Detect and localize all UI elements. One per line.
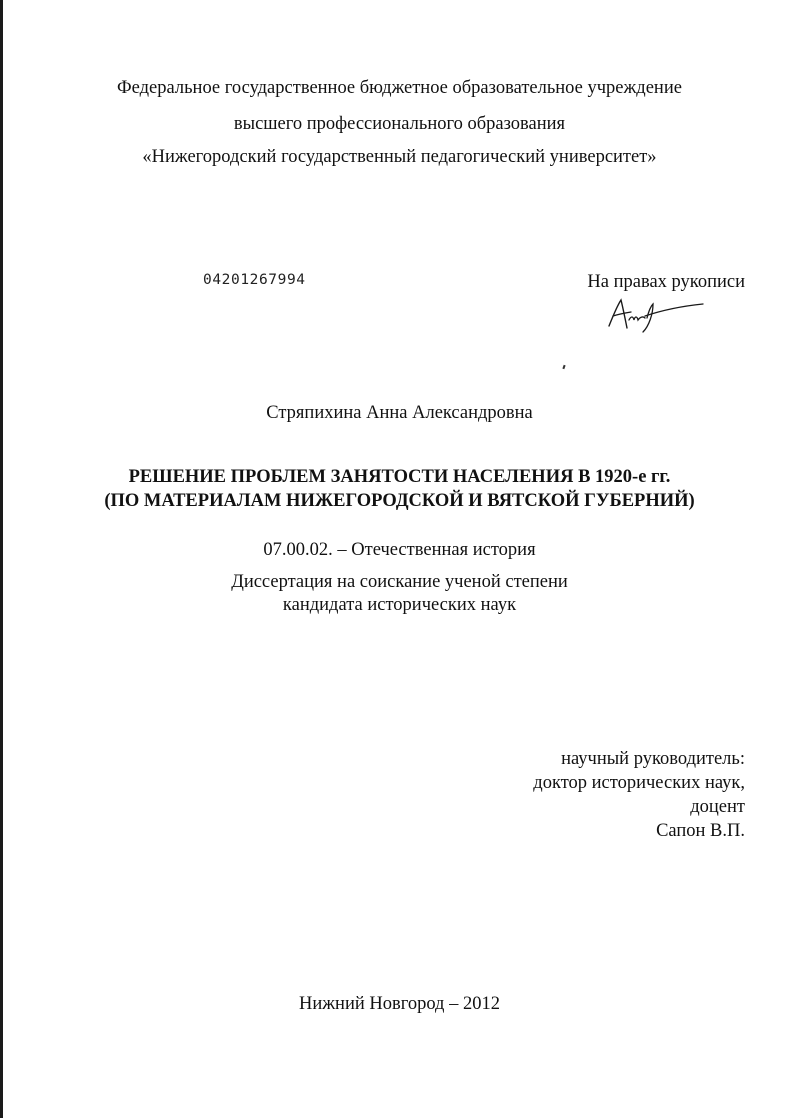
title-line-2: (ПО МАТЕРИАЛАМ НИЖЕГОРОДСКОЙ И ВЯТСКОЙ ГУБЕРНИЙ) (104, 491, 695, 511)
degree-line-1: Диссертация на соискание ученой степени (231, 572, 568, 592)
author-name: Стряпихина Анна Александровна (266, 403, 533, 423)
signature-icon (603, 296, 707, 334)
title-line-1: РЕШЕНИЕ ПРОБЛЕМ ЗАНЯТОСТИ НАСЕЛЕНИЯ В 1920-е гг. (128, 467, 671, 487)
manuscript-rights-label: На правах рукописи (587, 272, 745, 292)
institution-line-1: Федеральное государственное бюджетное образовательное учреждение (117, 78, 682, 98)
institution-line-3: «Нижегородский государственный педагогический университет» (142, 147, 657, 167)
degree-line-2: кандидата исторических наук (282, 595, 517, 615)
supervisor-rank: доцент (690, 797, 745, 817)
scan-speck (562, 365, 565, 369)
supervisor-degree: доктор исторических наук, (533, 773, 745, 793)
supervisor-role: научный руководитель: (561, 749, 745, 769)
supervisor-name: Сапон В.П. (656, 821, 745, 841)
specialty-code: 07.00.02. – Отечественная история (263, 540, 536, 560)
institution-line-2: высшего профессионального образования (233, 114, 566, 134)
city-year: Нижний Новгород – 2012 (299, 994, 500, 1014)
archive-number-stamp: 04201267994 (203, 272, 306, 288)
